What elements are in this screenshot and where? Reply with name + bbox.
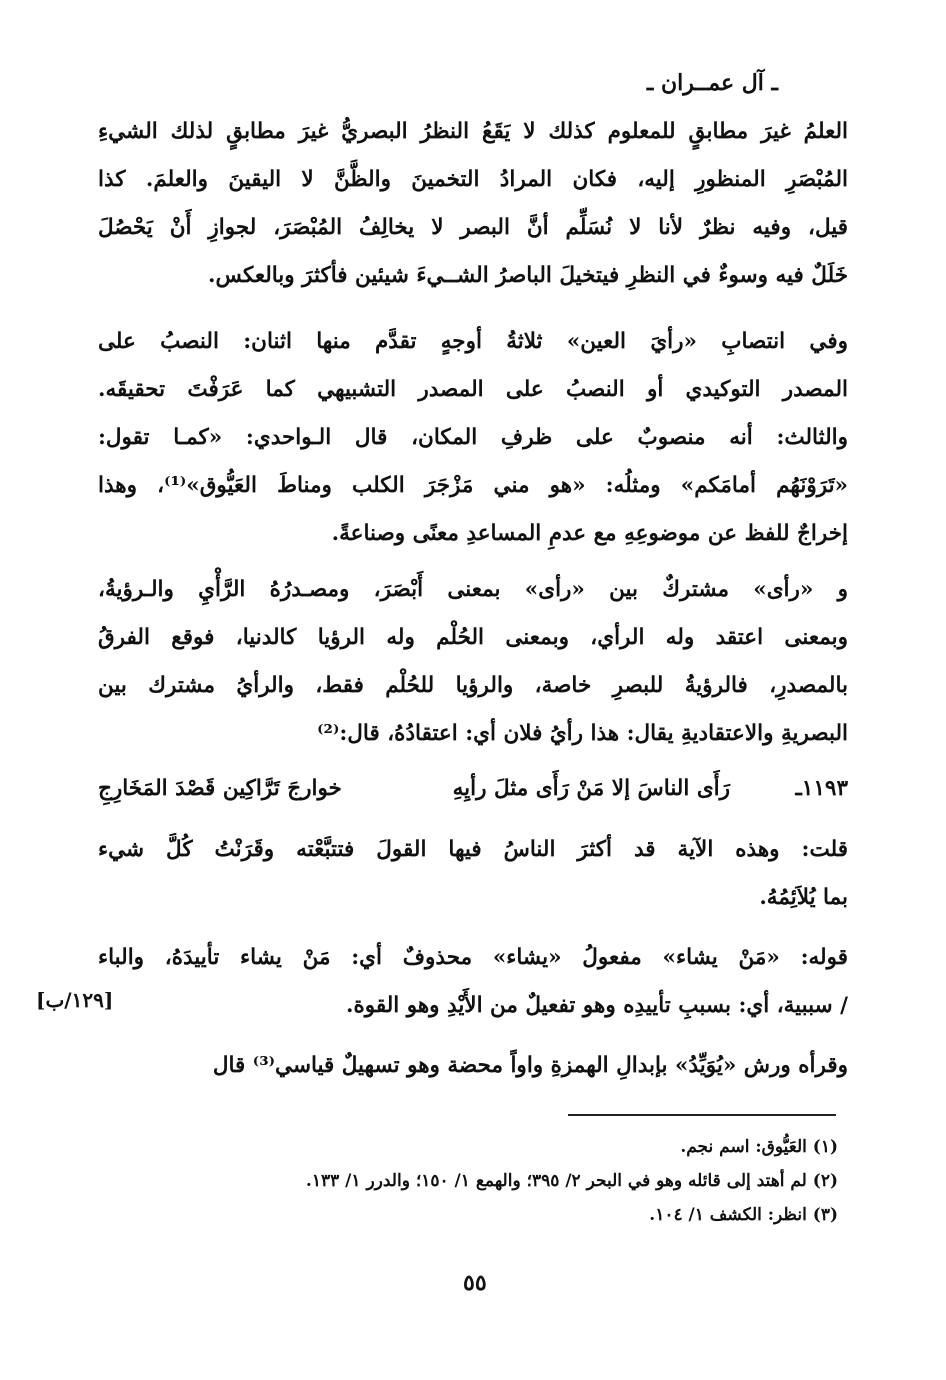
text-line: «تَرَوْنَهُم أمامَكم» ومثلُه: «هو مني مَزْجَرَ الكلب ومناطَ العَيُّوق»⁽¹⁾، وهذا — [98, 473, 848, 498]
manuscript-folio-note: [١٢٩/ب] — [36, 988, 114, 1012]
text-line: وبمعنى اعتقد وله الرأي، وبمعنى الحُلْم وله الرؤيا كالدنيا، فوقع الفرقُ — [98, 625, 848, 650]
paragraph-3 — [98, 566, 848, 758]
text-line: وفي انتصابِ «رأيَ العين» ثلاثةُ أوجهٍ تقدَّم منها اثنان: النصبُ على — [98, 329, 848, 354]
text-line: والثالث: أنه منصوبٌ على ظرفِ المكان، قال الـواحدي: «كمـا تقول: — [98, 425, 848, 450]
footnote-3: (٣) انظر: الكشف ١/ ١٠٤. — [649, 1205, 838, 1225]
text-line: وقرأه ورش «يُوَيِّدُ» بإبدالِ الهمزةِ واواً محضة وهو تسهيلٌ قياسي⁽³⁾ قال — [212, 1053, 848, 1078]
text-line: المُبْصَرِ المنظورِ إليه، فكان المرادُ التخمينَ والظَّنَّ لا اليقينَ والعلمَ. كذا — [98, 167, 848, 192]
running-header: ـ آل عمــران ـ — [646, 70, 778, 96]
text-line: المصدر التوكيدي أو النصبُ على المصدر التشبيهي كما عَرَفْتَ تحقيقَه. — [98, 377, 848, 402]
verse-first-hemistich: رَأَى الناسَ إلا مَنْ رَأَى مثلَ رأيِهِ — [452, 776, 730, 801]
paragraph-5 — [98, 934, 848, 1030]
paragraph-2 — [98, 318, 848, 558]
page-number: ٥٥ — [463, 1270, 487, 1296]
paragraph-4 — [98, 826, 848, 922]
text-line: البصريةِ والاعتقاديةِ يقال: هذا رأيُ فلان أي: اعتقادُهُ، قال:⁽²⁾ — [317, 721, 848, 746]
text-line: / سببية، أي: بسببِ تأييدِه وهو تفعيلٌ من الأَيْدِ وهو القوة. — [345, 993, 848, 1018]
text-line: إخراجٌ للفظ عن موضوعِهِ مع عدمِ المساعدِ معنًى وصناعةً. — [331, 521, 848, 546]
footnote-1: (١) العَيُّوق: اسم نجم. — [680, 1137, 838, 1157]
footnote-separator — [568, 1114, 836, 1116]
paragraph-1 — [98, 108, 848, 300]
verse-number: ١١٩٣ـ — [795, 776, 848, 801]
poetry-verse — [98, 768, 848, 816]
text-line: العلمُ غيرَ مطابقٍ للمعلوم كذلك لا يَقَعُ النظرُ البصريُّ غيرَ مطابقٍ لذلك الشيءِ — [98, 119, 848, 144]
verse-second-hemistich: خوارجَ تَرَّاكِين قَصْدَ المَخَارِجِ — [98, 776, 342, 801]
text-line: قوله: «مَنْ يشاء» مفعولُ «يشاء» محذوفٌ أي: مَنْ يشاء تأييدَهُ، والباء — [98, 945, 848, 970]
text-line: و «رأى» مشتركٌ بين «رأى» بمعنى أَبْصَرَ، ومصـدرُهُ الرَّأْيِ والـرؤيةُ، — [98, 577, 848, 602]
text-line: خَلَلٌ فيه وسوءٌ في النظرِ فيتخيلَ الباصرُ الشــيءَ شيئين فأكثرَ وبالعكس. — [208, 263, 848, 288]
text-line: قلت: وهذه الآية قد أكثرَ الناسُ فيها القولَ فتتبَّعْته وقَرَنْتُ كُلَّ شيء — [98, 837, 848, 862]
text-line: بالمصدرِ، فالرؤيةُ للبصرِ خاصة، والرؤيا للحُلْم فقط، والرأيُ مشترك بين — [98, 673, 848, 698]
paragraph-6 — [98, 1042, 848, 1090]
footnote-2: (٢) لم أهتد إلى قائله وهو في البحر ٢/ ٣٩٥؛ والهمع ١/ ١٥٠؛ والدرر ١/ ١٣٣. — [305, 1171, 838, 1191]
footnotes — [98, 1130, 838, 1232]
text-line: قيل، وفيه نظرٌ لأنا لا نُسَلِّم أنَّ البصر لا يخالِفُ المُبْصَرَ، لجوازِ أَنْ يَحْصُلَ — [98, 215, 848, 240]
text-line: بما يُلاَئِمُهُ. — [759, 885, 848, 910]
